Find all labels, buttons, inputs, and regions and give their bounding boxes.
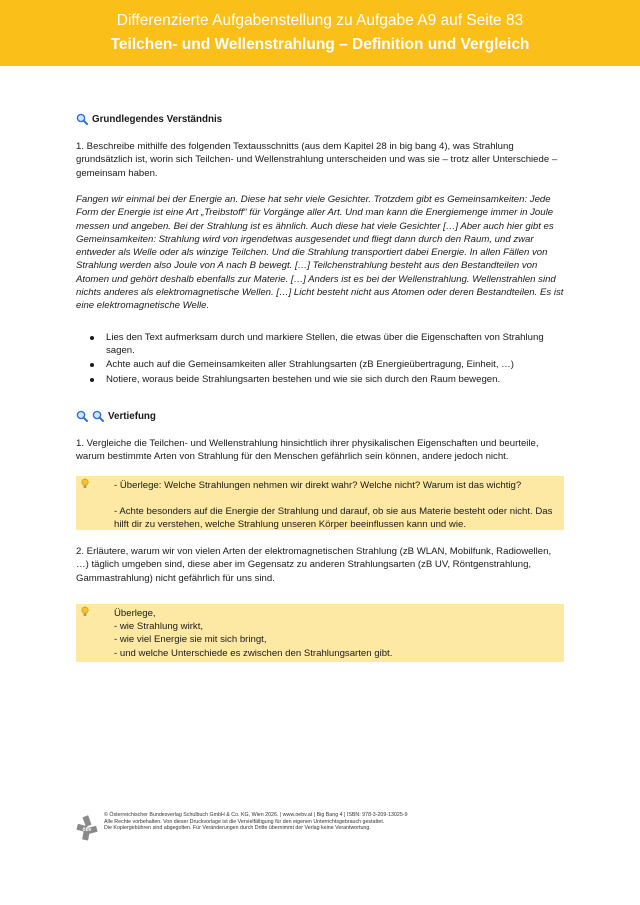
section-title-text: Vertiefung bbox=[108, 410, 156, 422]
footer-line1: © Österreichischer Bundesverlag Schulbuch GmbH & Co. KG, Wien 2026. | www.oebv.at | Big Bang 4 | ISBN: 978-3-209-13025-9 bbox=[104, 812, 408, 818]
magnifier-icon bbox=[76, 410, 88, 422]
hint-box-2 bbox=[76, 604, 564, 662]
list-item: Achte auch auf die Gemeinsamkeiten aller Strahlungsarten (zB Energieübertragung, Einheit, …) bbox=[76, 358, 566, 371]
footer-line3: Die Kopiergebühren sind abgegolten. Für Veränderungen durch Dritte übernimmt der Verlag keine Verantwortung. bbox=[104, 825, 371, 832]
bullet-list bbox=[76, 331, 566, 387]
logo-text: öbv bbox=[82, 827, 92, 833]
task-1-text: 1. Beschreibe mithilfe des folgenden Textausschnitts (aus dem Kapitel 28 in big bang 4), was Strahlung grundsätzlich ist, worin sich Teilchen- und Wellenstrahlung unterscheiden und was sie – trotz aller Unterschiede – gemeinsam haben. bbox=[76, 141, 558, 179]
quote-text: Fangen wir einmal bei der Energie an. Diese hat sehr viele Gesichter. Trotzdem gibt es Gemeinsamkeiten: Jede Form der Energie ist eine Art „Treibstoff“ für Vorgänge aller Art. Und man kann die Energiemenge immer in Joule messen und angeben. Bei der Strahlung ist es ähnlich. Auch diese hat viele Gesichter […] Aber auch hier gibt es Gemeinsamkeiten: Strahlung wird von irgendetwas ausgesendet und fliegt dann durch den Raum, und zwar entweder als Welle oder als winzige Teilchen. Und die Strahlung transportiert dabei Energie. In allen Fällen von Strahlung werden also Joule von A nach B bewegt. […] Teilchenstrahlung besteht aus den Bestandteilen von Atomen und gehört deshalb ebenfalls zur Materie. […] Anders ist es bei der Wellenstrahlung. Wellenstrahlen sind nichts anderes als elektromagnetische Wellen. […] Licht besteht nicht aus Atomen oder deren Bestandteilen. Es ist eine elektromagnetische Welle. bbox=[76, 194, 564, 312]
hint-line: - Überlege: Welche Strahlungen nehmen wir direkt wahr? Welche nicht? Warum ist das wichtig? bbox=[114, 480, 522, 491]
hint-line: Überlege, bbox=[114, 608, 156, 619]
hint-line: - und welche Unterschiede es zwischen den Strahlungsarten gibt. bbox=[114, 647, 393, 659]
task-2-2-text: 2. Erläutere, warum wir von vielen Arten der elektromagnetischen Strahlung (zB WLAN, Mobilfunk, Radiowellen, …) täglich umgeben sind, diese aber im Gegensatz zu anderen Strahlungsarten (zB UV, Röntgenstrahlung, Gammastrahlung) nicht gefährlich für uns sind. bbox=[76, 546, 552, 584]
section-title-text: Grundlegendes Verständnis bbox=[92, 113, 223, 125]
hint-line: - wie Strahlung wirkt, bbox=[114, 621, 204, 633]
magnifier-icon bbox=[76, 113, 88, 125]
footer-line2: Alle Rechte vorbehalten. Von dieser Druckvorlage ist die Vervielfältigung für den eigenen Unterrichtsgebrauch gestattet. bbox=[104, 818, 385, 825]
list-item: Lies den Text aufmerksam durch und markiere Stellen, die etwas über die Eigenschaften von Strahlung sagen. bbox=[76, 331, 566, 357]
magnifier-icon bbox=[92, 410, 104, 422]
lightbulb-icon bbox=[80, 606, 90, 618]
page-header bbox=[0, 0, 640, 66]
lightbulb-icon bbox=[80, 478, 90, 490]
header-title-line1: Differenzierte Aufgabenstellung zu Aufgabe A9 auf Seite 83 bbox=[116, 12, 524, 29]
list-item: Notiere, woraus beide Strahlungsarten bestehen und wie sie sich durch den Raum bewegen. bbox=[76, 373, 566, 386]
page-footer bbox=[76, 812, 576, 840]
section-title-grundlegend bbox=[76, 113, 222, 125]
hint-box-1 bbox=[76, 476, 564, 530]
header-title-line2: Teilchen- und Wellenstrahlung – Definition und Vergleich bbox=[110, 36, 530, 53]
hint-line: - Achte besonders auf die Energie der Strahlung und darauf, ob sie aus Materie besteht oder nicht. Das hilft dir zu verstehen, welche Strahlung unseren Körper beeinflussen kann und wie. bbox=[114, 506, 553, 531]
task-2-1-text: 1. Vergleiche die Teilchen- und Wellenstrahlung hinsichtlich ihrer physikalischen Eigenschaften und beurteile, warum bestimmte Arten von Strahlung für den Menschen gefährlich sein können, andere jedoch nicht. bbox=[76, 438, 539, 463]
hint-line: - wie viel Energie sie mit sich bringt, bbox=[114, 634, 267, 646]
section-title-vertiefung bbox=[76, 410, 156, 422]
obv-logo bbox=[76, 815, 98, 841]
